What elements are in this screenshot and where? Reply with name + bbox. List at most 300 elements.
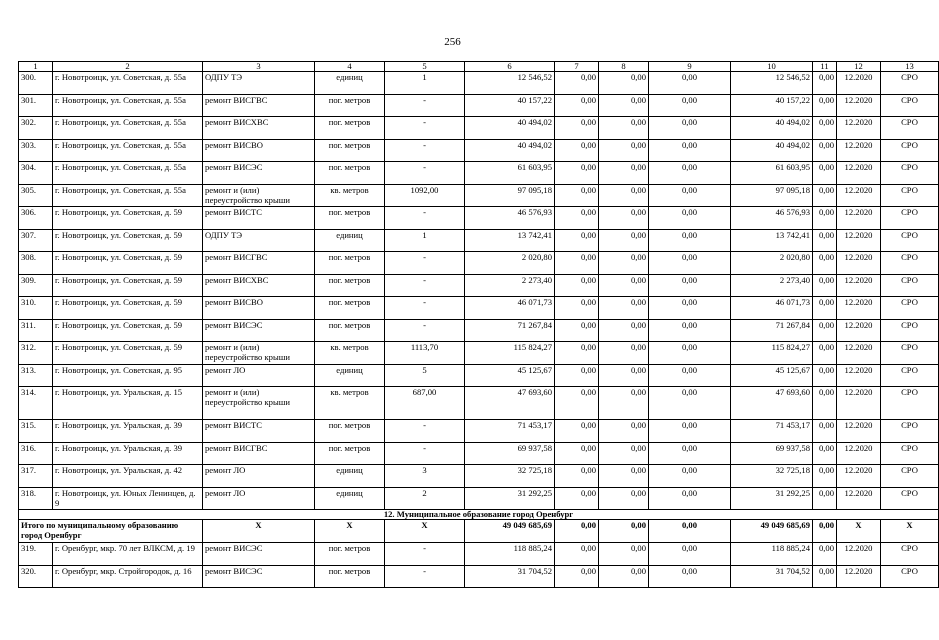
cell-c9: 0,00 (649, 565, 731, 588)
cell-c10: 40 157,22 (731, 94, 813, 117)
total-cell-c9: 0,00 (649, 520, 731, 543)
cell-unit: пог. метров (315, 94, 385, 117)
cell-c6: 2 020,80 (465, 252, 555, 275)
cell-c13: СРО (881, 162, 939, 185)
cell-n: 315. (19, 420, 53, 443)
cell-unit: пог. метров (315, 565, 385, 588)
cell-c12: 12.2020 (837, 565, 881, 588)
table-row (19, 162, 939, 185)
cell-c8: 0,00 (599, 442, 649, 465)
cell-c8: 0,00 (599, 487, 649, 510)
cell-n: 313. (19, 364, 53, 387)
cell-work: ОДПУ ТЭ (203, 229, 315, 252)
cell-c9: 0,00 (649, 364, 731, 387)
cell-qty: - (385, 420, 465, 443)
cell-qty: 687,00 (385, 387, 465, 420)
cell-c9: 0,00 (649, 543, 731, 566)
cell-c13: СРО (881, 229, 939, 252)
cell-c7: 0,00 (555, 162, 599, 185)
cell-c13: СРО (881, 420, 939, 443)
table-row (19, 207, 939, 230)
cell-c10: 40 494,02 (731, 117, 813, 140)
total-cell-c5: X (385, 520, 465, 543)
cell-c7: 0,00 (555, 94, 599, 117)
cell-qty: - (385, 297, 465, 320)
table-row (19, 117, 939, 140)
cell-c13: СРО (881, 342, 939, 365)
cell-c9: 0,00 (649, 465, 731, 488)
total-cell-c10: 49 049 685,69 (731, 520, 813, 543)
col-header: 7 (555, 62, 599, 72)
cell-addr: г. Новотроицк, ул. Уральская, д. 15 (53, 387, 203, 420)
total-cell-c8: 0,00 (599, 520, 649, 543)
cell-c9: 0,00 (649, 162, 731, 185)
cell-c13: СРО (881, 319, 939, 342)
table-body (19, 62, 939, 588)
cell-c12: 12.2020 (837, 297, 881, 320)
cell-qty: - (385, 442, 465, 465)
cell-c8: 0,00 (599, 387, 649, 420)
cell-c10: 71 267,84 (731, 319, 813, 342)
cell-n: 310. (19, 297, 53, 320)
cell-n: 305. (19, 184, 53, 207)
table-row (19, 342, 939, 365)
cell-c10: 71 453,17 (731, 420, 813, 443)
cell-n: 303. (19, 139, 53, 162)
col-header: 8 (599, 62, 649, 72)
cell-addr: г. Новотроицк, ул. Советская, д. 59 (53, 319, 203, 342)
section-title: 12. Муниципальное образование город Оренбург (19, 510, 939, 520)
cell-c11: 0,00 (813, 364, 837, 387)
col-header: 11 (813, 62, 837, 72)
cell-c7: 0,00 (555, 387, 599, 420)
cell-n: 309. (19, 274, 53, 297)
cell-c7: 0,00 (555, 465, 599, 488)
col-header: 12 (837, 62, 881, 72)
cell-c11: 0,00 (813, 252, 837, 275)
cell-c13: СРО (881, 94, 939, 117)
table-row (19, 139, 939, 162)
cell-unit: единиц (315, 465, 385, 488)
cell-c10: 97 095,18 (731, 184, 813, 207)
cell-addr: г. Новотроицк, ул. Советская, д. 55а (53, 94, 203, 117)
cell-c9: 0,00 (649, 139, 731, 162)
repair-program-table (18, 61, 939, 588)
cell-c13: СРО (881, 465, 939, 488)
cell-c13: СРО (881, 543, 939, 566)
cell-unit: пог. метров (315, 162, 385, 185)
cell-c8: 0,00 (599, 252, 649, 275)
cell-c6: 40 157,22 (465, 94, 555, 117)
cell-c13: СРО (881, 117, 939, 140)
cell-n: 319. (19, 543, 53, 566)
cell-c10: 118 885,24 (731, 543, 813, 566)
cell-c8: 0,00 (599, 297, 649, 320)
cell-c12: 12.2020 (837, 442, 881, 465)
cell-c11: 0,00 (813, 465, 837, 488)
cell-c13: СРО (881, 387, 939, 420)
cell-c9: 0,00 (649, 184, 731, 207)
total-cell-c12: X (837, 520, 881, 543)
table-row (19, 297, 939, 320)
cell-unit: кв. метров (315, 342, 385, 365)
cell-c6: 31 704,52 (465, 565, 555, 588)
total-row (19, 520, 939, 543)
cell-c11: 0,00 (813, 319, 837, 342)
cell-addr: г. Новотроицк, ул. Уральская, д. 39 (53, 442, 203, 465)
cell-qty: - (385, 252, 465, 275)
cell-work: ремонт ЛО (203, 487, 315, 510)
cell-c7: 0,00 (555, 297, 599, 320)
table-row (19, 184, 939, 207)
col-header: 1 (19, 62, 53, 72)
cell-work: ремонт ВИСТС (203, 420, 315, 443)
cell-qty: - (385, 207, 465, 230)
cell-c10: 45 125,67 (731, 364, 813, 387)
cell-addr: г. Новотроицк, ул. Уральская, д. 39 (53, 420, 203, 443)
cell-c9: 0,00 (649, 94, 731, 117)
cell-unit: пог. метров (315, 117, 385, 140)
cell-c7: 0,00 (555, 319, 599, 342)
cell-c8: 0,00 (599, 274, 649, 297)
cell-c9: 0,00 (649, 229, 731, 252)
cell-c9: 0,00 (649, 342, 731, 365)
cell-c11: 0,00 (813, 117, 837, 140)
col-header: 9 (649, 62, 731, 72)
table-row (19, 543, 939, 566)
cell-addr: г. Новотроицк, ул. Советская, д. 59 (53, 297, 203, 320)
cell-c7: 0,00 (555, 342, 599, 365)
cell-c9: 0,00 (649, 252, 731, 275)
cell-qty: - (385, 94, 465, 117)
cell-c6: 97 095,18 (465, 184, 555, 207)
cell-c13: СРО (881, 297, 939, 320)
cell-c7: 0,00 (555, 543, 599, 566)
total-label: Итого по муниципальному образованию город Оренбург (19, 520, 203, 543)
table-row (19, 319, 939, 342)
cell-unit: кв. метров (315, 184, 385, 207)
cell-c7: 0,00 (555, 72, 599, 95)
cell-c12: 12.2020 (837, 94, 881, 117)
cell-work: ремонт ЛО (203, 465, 315, 488)
table-row (19, 94, 939, 117)
cell-unit: пог. метров (315, 442, 385, 465)
column-number-row (19, 62, 939, 72)
section-header-row (19, 510, 939, 520)
cell-unit: единиц (315, 487, 385, 510)
cell-c11: 0,00 (813, 184, 837, 207)
total-cell-c3: X (203, 520, 315, 543)
cell-c11: 0,00 (813, 487, 837, 510)
cell-c8: 0,00 (599, 162, 649, 185)
table-row (19, 72, 939, 95)
cell-c12: 12.2020 (837, 387, 881, 420)
cell-c11: 0,00 (813, 162, 837, 185)
cell-c12: 12.2020 (837, 229, 881, 252)
cell-c9: 0,00 (649, 72, 731, 95)
cell-c11: 0,00 (813, 274, 837, 297)
cell-unit: пог. метров (315, 297, 385, 320)
cell-n: 317. (19, 465, 53, 488)
cell-c6: 40 494,02 (465, 117, 555, 140)
cell-addr: г. Новотроицк, ул. Советская, д. 59 (53, 274, 203, 297)
cell-qty: - (385, 565, 465, 588)
cell-addr: г. Новотроицк, ул. Советская, д. 59 (53, 252, 203, 275)
cell-c13: СРО (881, 487, 939, 510)
cell-c6: 47 693,60 (465, 387, 555, 420)
cell-n: 304. (19, 162, 53, 185)
cell-work: ремонт ВИСХВС (203, 117, 315, 140)
page-number: 256 (444, 36, 461, 48)
cell-c10: 2 020,80 (731, 252, 813, 275)
cell-c10: 12 546,52 (731, 72, 813, 95)
cell-work: ремонт ВИСГВС (203, 252, 315, 275)
cell-work: ремонт ВИСВО (203, 297, 315, 320)
table-row (19, 420, 939, 443)
cell-n: 318. (19, 487, 53, 510)
cell-unit: единиц (315, 364, 385, 387)
cell-c6: 45 125,67 (465, 364, 555, 387)
cell-n: 314. (19, 387, 53, 420)
cell-c10: 31 704,52 (731, 565, 813, 588)
cell-c12: 12.2020 (837, 207, 881, 230)
table-row (19, 387, 939, 420)
cell-c8: 0,00 (599, 465, 649, 488)
cell-c7: 0,00 (555, 184, 599, 207)
cell-work: ремонт ВИСГВС (203, 442, 315, 465)
cell-work: ремонт ВИСГВС (203, 94, 315, 117)
cell-qty: 2 (385, 487, 465, 510)
cell-qty: 1092,00 (385, 184, 465, 207)
cell-c7: 0,00 (555, 442, 599, 465)
cell-work: ремонт ВИСТС (203, 207, 315, 230)
cell-c12: 12.2020 (837, 543, 881, 566)
cell-c6: 32 725,18 (465, 465, 555, 488)
cell-c13: СРО (881, 274, 939, 297)
cell-c10: 46 071,73 (731, 297, 813, 320)
table-row (19, 364, 939, 387)
cell-c11: 0,00 (813, 342, 837, 365)
cell-c11: 0,00 (813, 543, 837, 566)
cell-qty: 3 (385, 465, 465, 488)
cell-c8: 0,00 (599, 342, 649, 365)
cell-c12: 12.2020 (837, 465, 881, 488)
cell-c10: 46 576,93 (731, 207, 813, 230)
cell-c12: 12.2020 (837, 252, 881, 275)
cell-c12: 12.2020 (837, 117, 881, 140)
cell-c13: СРО (881, 442, 939, 465)
cell-addr: г. Новотроицк, ул. Советская, д. 55а (53, 139, 203, 162)
cell-addr: г. Новотроицк, ул. Юных Ленинцев, д. 9 (53, 487, 203, 510)
cell-c13: СРО (881, 364, 939, 387)
cell-unit: пог. метров (315, 207, 385, 230)
cell-c10: 32 725,18 (731, 465, 813, 488)
cell-c6: 2 273,40 (465, 274, 555, 297)
table-row (19, 465, 939, 488)
cell-c13: СРО (881, 139, 939, 162)
cell-c9: 0,00 (649, 207, 731, 230)
table-row (19, 252, 939, 275)
col-header: 5 (385, 62, 465, 72)
cell-c11: 0,00 (813, 420, 837, 443)
cell-c9: 0,00 (649, 387, 731, 420)
cell-c11: 0,00 (813, 139, 837, 162)
cell-unit: пог. метров (315, 252, 385, 275)
cell-work: ремонт ВИСВО (203, 139, 315, 162)
total-cell-c7: 0,00 (555, 520, 599, 543)
cell-c8: 0,00 (599, 139, 649, 162)
cell-c8: 0,00 (599, 543, 649, 566)
cell-c7: 0,00 (555, 274, 599, 297)
cell-c7: 0,00 (555, 364, 599, 387)
cell-c8: 0,00 (599, 364, 649, 387)
cell-c6: 69 937,58 (465, 442, 555, 465)
cell-work: ремонт ВИСЭС (203, 319, 315, 342)
cell-c13: СРО (881, 565, 939, 588)
total-cell-c11: 0,00 (813, 520, 837, 543)
cell-c6: 46 576,93 (465, 207, 555, 230)
cell-c8: 0,00 (599, 229, 649, 252)
cell-unit: пог. метров (315, 319, 385, 342)
cell-qty: - (385, 139, 465, 162)
cell-c13: СРО (881, 252, 939, 275)
table-row (19, 229, 939, 252)
cell-c10: 47 693,60 (731, 387, 813, 420)
cell-c11: 0,00 (813, 565, 837, 588)
cell-work: ремонт ВИСЭС (203, 162, 315, 185)
cell-c7: 0,00 (555, 117, 599, 140)
cell-c8: 0,00 (599, 117, 649, 140)
cell-c10: 61 603,95 (731, 162, 813, 185)
cell-c13: СРО (881, 184, 939, 207)
cell-work: ремонт ВИСЭС (203, 543, 315, 566)
cell-unit: пог. метров (315, 543, 385, 566)
cell-c8: 0,00 (599, 207, 649, 230)
cell-c8: 0,00 (599, 565, 649, 588)
cell-c6: 71 453,17 (465, 420, 555, 443)
cell-addr: г. Новотроицк, ул. Советская, д. 59 (53, 342, 203, 365)
cell-unit: единиц (315, 229, 385, 252)
cell-c9: 0,00 (649, 319, 731, 342)
cell-n: 311. (19, 319, 53, 342)
cell-n: 320. (19, 565, 53, 588)
total-cell-c6: 49 049 685,69 (465, 520, 555, 543)
cell-unit: пог. метров (315, 274, 385, 297)
col-header: 6 (465, 62, 555, 72)
cell-c6: 40 494,02 (465, 139, 555, 162)
cell-qty: - (385, 543, 465, 566)
cell-c12: 12.2020 (837, 319, 881, 342)
cell-c10: 2 273,40 (731, 274, 813, 297)
cell-c7: 0,00 (555, 229, 599, 252)
cell-qty: - (385, 162, 465, 185)
cell-c11: 0,00 (813, 229, 837, 252)
cell-qty: 1 (385, 72, 465, 95)
cell-qty: - (385, 274, 465, 297)
cell-c7: 0,00 (555, 139, 599, 162)
cell-addr: г. Новотроицк, ул. Советская, д. 95 (53, 364, 203, 387)
cell-c8: 0,00 (599, 94, 649, 117)
total-cell-c13: X (881, 520, 939, 543)
cell-c6: 13 742,41 (465, 229, 555, 252)
cell-n: 300. (19, 72, 53, 95)
cell-c7: 0,00 (555, 252, 599, 275)
cell-n: 306. (19, 207, 53, 230)
table-row (19, 487, 939, 510)
cell-c6: 12 546,52 (465, 72, 555, 95)
cell-c8: 0,00 (599, 184, 649, 207)
cell-c8: 0,00 (599, 420, 649, 443)
cell-work: ремонт ВИСЭС (203, 565, 315, 588)
cell-c8: 0,00 (599, 72, 649, 95)
cell-addr: г. Новотроицк, ул. Советская, д. 55а (53, 72, 203, 95)
cell-addr: г. Новотроицк, ул. Советская, д. 55а (53, 117, 203, 140)
cell-unit: кв. метров (315, 387, 385, 420)
cell-c12: 12.2020 (837, 364, 881, 387)
col-header: 13 (881, 62, 939, 72)
cell-c12: 12.2020 (837, 420, 881, 443)
cell-n: 301. (19, 94, 53, 117)
cell-c6: 118 885,24 (465, 543, 555, 566)
cell-c6: 61 603,95 (465, 162, 555, 185)
cell-c12: 12.2020 (837, 274, 881, 297)
cell-qty: 5 (385, 364, 465, 387)
cell-qty: 1113,70 (385, 342, 465, 365)
cell-c11: 0,00 (813, 207, 837, 230)
cell-work: ремонт ЛО (203, 364, 315, 387)
total-cell-c4: X (315, 520, 385, 543)
cell-c10: 69 937,58 (731, 442, 813, 465)
cell-c12: 12.2020 (837, 139, 881, 162)
cell-work: ремонт и (или) переустройство крыши (203, 387, 315, 420)
cell-c10: 13 742,41 (731, 229, 813, 252)
col-header: 4 (315, 62, 385, 72)
cell-c10: 40 494,02 (731, 139, 813, 162)
cell-c6: 115 824,27 (465, 342, 555, 365)
cell-work: ремонт ВИСХВС (203, 274, 315, 297)
col-header: 10 (731, 62, 813, 72)
cell-c12: 12.2020 (837, 487, 881, 510)
cell-c11: 0,00 (813, 72, 837, 95)
cell-addr: г. Новотроицк, ул. Уральская, д. 42 (53, 465, 203, 488)
cell-c10: 31 292,25 (731, 487, 813, 510)
cell-c13: СРО (881, 72, 939, 95)
cell-c11: 0,00 (813, 442, 837, 465)
col-header: 2 (53, 62, 203, 72)
cell-addr: г. Оренбург, мкр. Стройгородок, д. 16 (53, 565, 203, 588)
cell-unit: пог. метров (315, 420, 385, 443)
cell-c6: 46 071,73 (465, 297, 555, 320)
cell-n: 312. (19, 342, 53, 365)
cell-addr: г. Новотроицк, ул. Советская, д. 59 (53, 229, 203, 252)
cell-c7: 0,00 (555, 420, 599, 443)
cell-n: 302. (19, 117, 53, 140)
cell-unit: единиц (315, 72, 385, 95)
cell-c9: 0,00 (649, 274, 731, 297)
cell-n: 316. (19, 442, 53, 465)
cell-addr: г. Оренбург, мкр. 70 лет ВЛКСМ, д. 19 (53, 543, 203, 566)
cell-c12: 12.2020 (837, 72, 881, 95)
cell-c11: 0,00 (813, 387, 837, 420)
cell-c11: 0,00 (813, 94, 837, 117)
cell-c7: 0,00 (555, 487, 599, 510)
cell-qty: - (385, 117, 465, 140)
cell-c9: 0,00 (649, 487, 731, 510)
cell-c9: 0,00 (649, 117, 731, 140)
cell-c6: 31 292,25 (465, 487, 555, 510)
cell-c13: СРО (881, 207, 939, 230)
table-row (19, 442, 939, 465)
